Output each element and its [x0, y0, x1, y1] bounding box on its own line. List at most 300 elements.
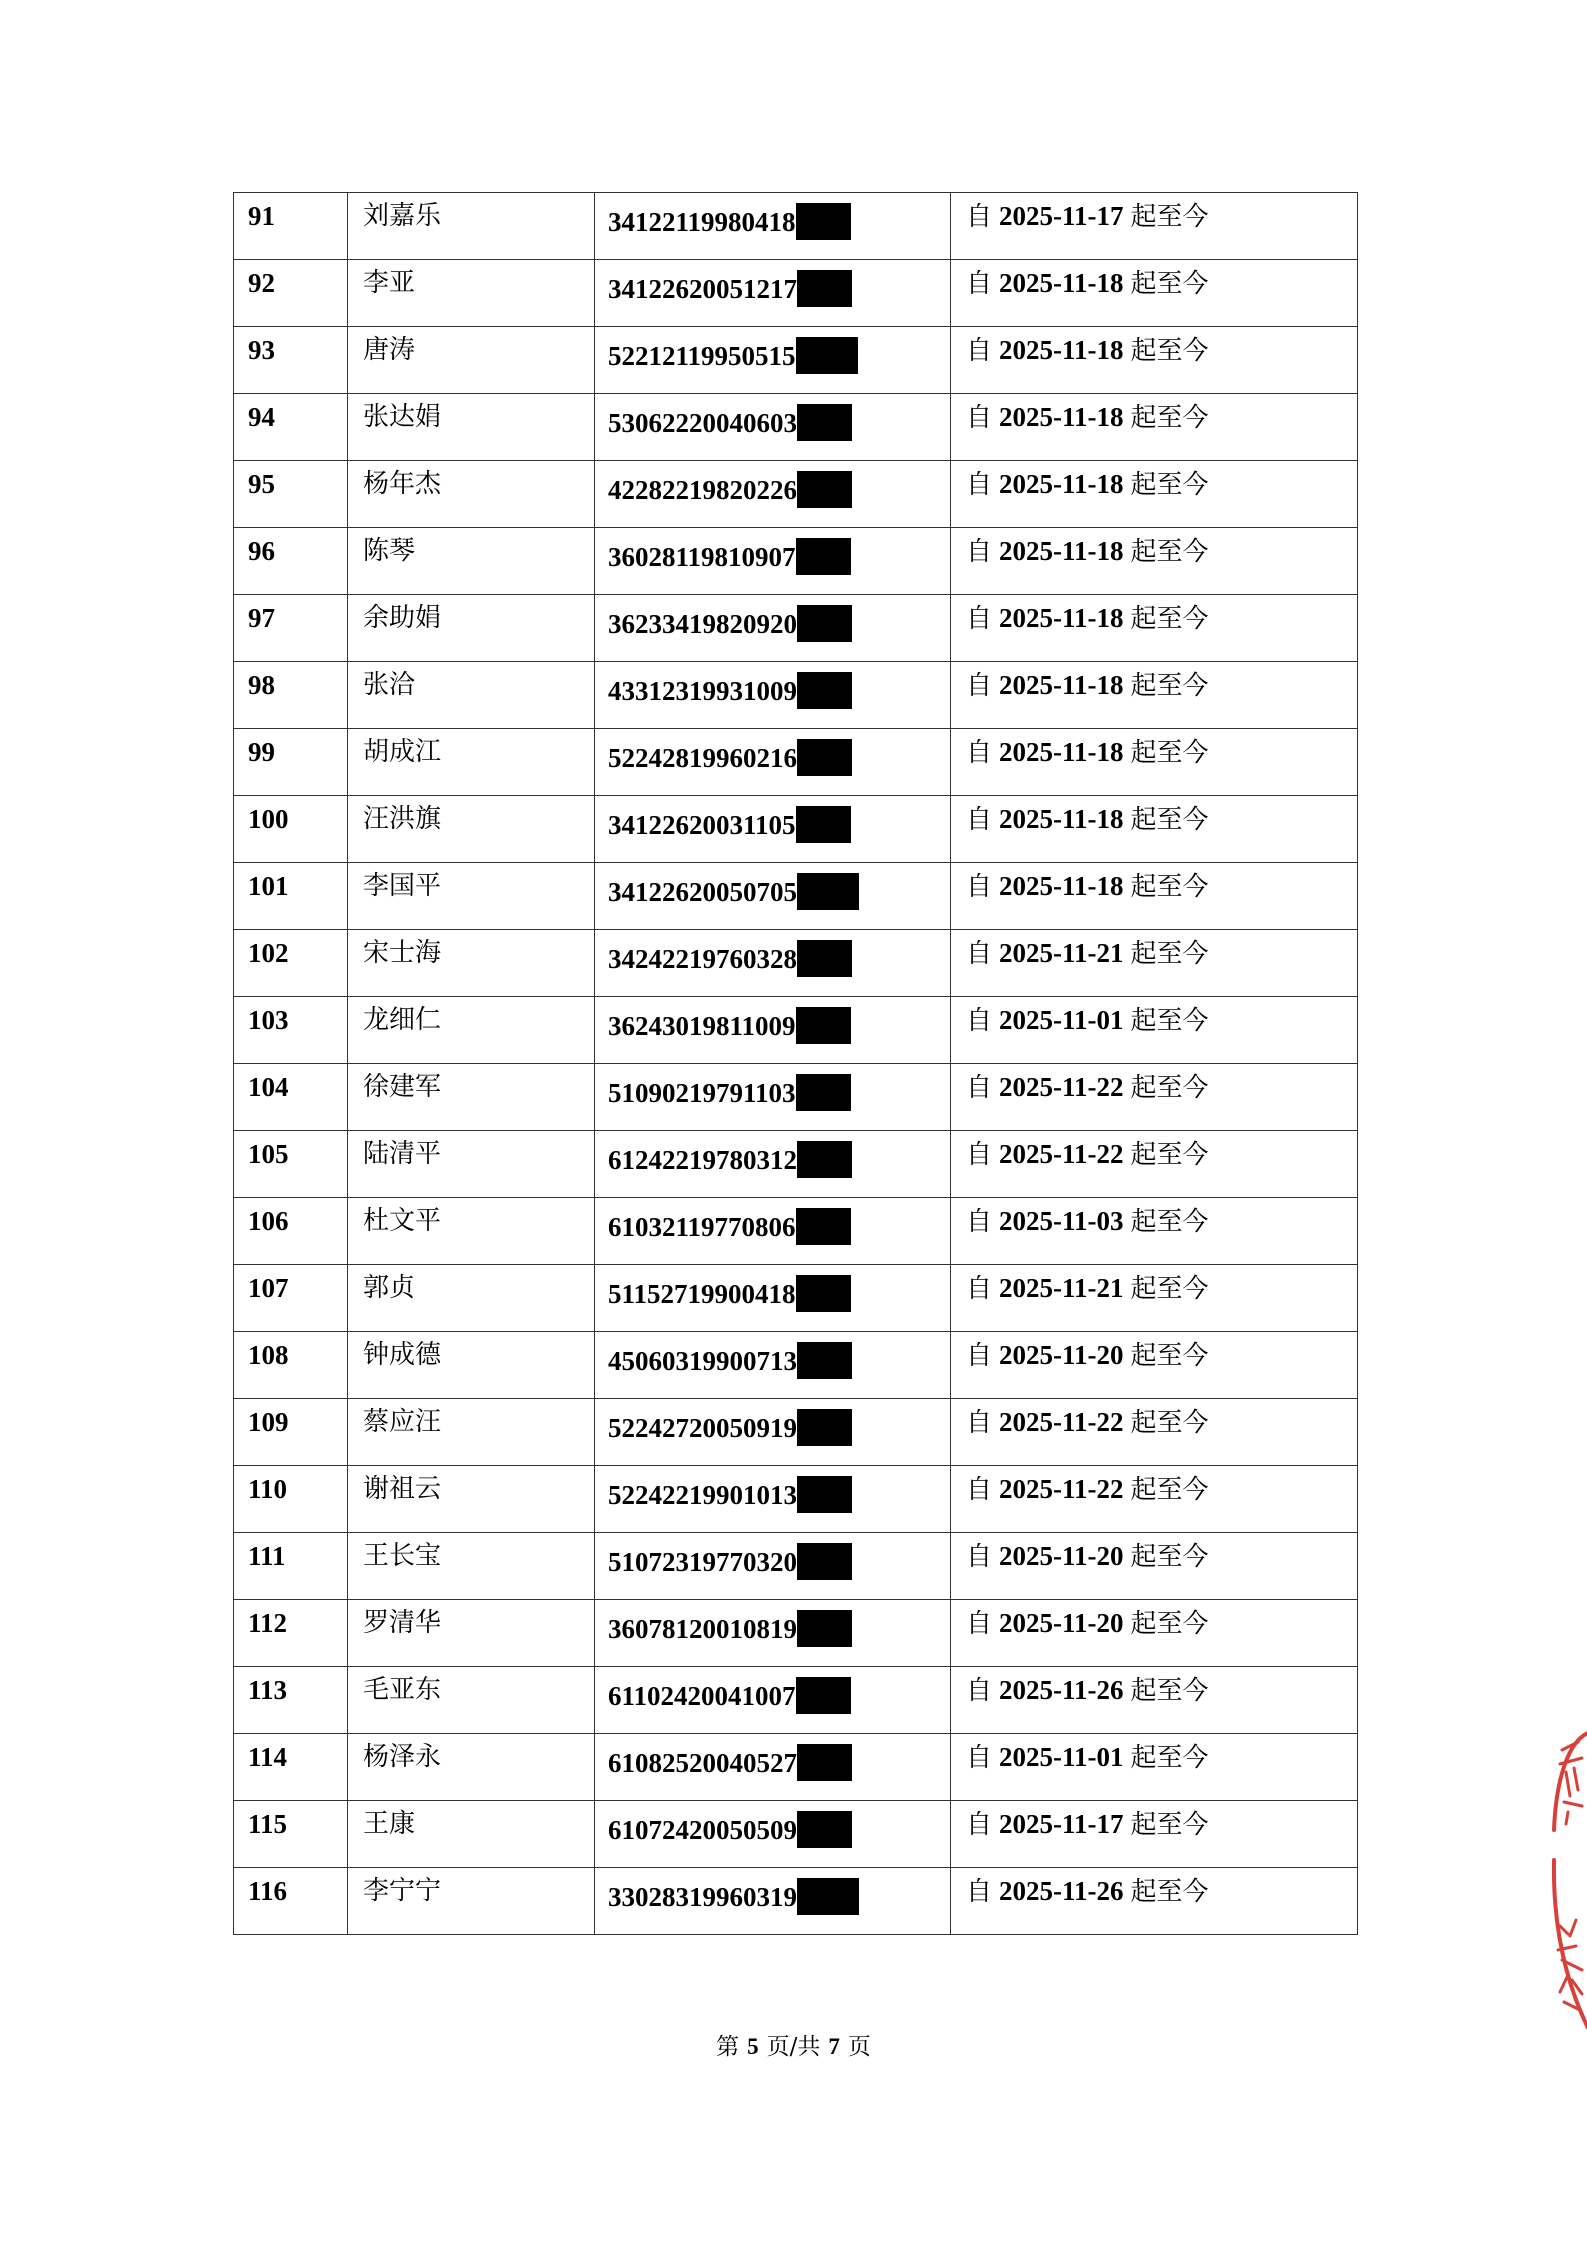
cell-name	[348, 327, 595, 394]
cell-id-number	[595, 1533, 951, 1600]
cell-name	[348, 1801, 595, 1868]
row-number: 111	[248, 1541, 286, 1571]
date-prefix: 自	[966, 1207, 993, 1237]
cell-name	[348, 796, 595, 863]
row-number: 102	[248, 938, 289, 968]
cell-date	[951, 729, 1358, 796]
cell-date	[951, 1131, 1358, 1198]
table-row	[234, 729, 1358, 796]
id-number: 34122119980418	[608, 207, 796, 237]
table-row	[234, 327, 1358, 394]
person-name: 罗清华	[363, 1608, 442, 1638]
redaction-box	[797, 1141, 852, 1178]
cell-date	[951, 796, 1358, 863]
date-prefix: 自	[966, 1140, 993, 1170]
person-name: 钟成德	[363, 1340, 442, 1370]
cell-id-number	[595, 260, 951, 327]
cell-number	[234, 930, 348, 997]
date-suffix: 起至今	[1130, 1006, 1209, 1036]
cell-name	[348, 193, 595, 260]
cell-name	[348, 729, 595, 796]
cell-number	[234, 1265, 348, 1332]
cell-number	[234, 1734, 348, 1801]
start-date: 2025-11-22	[999, 1474, 1124, 1504]
cell-date	[951, 863, 1358, 930]
row-number: 96	[248, 536, 275, 566]
person-name: 谢祖云	[363, 1474, 442, 1504]
date-suffix: 起至今	[1130, 537, 1209, 567]
id-number: 61082520040527	[608, 1748, 797, 1778]
row-number: 103	[248, 1005, 289, 1035]
redaction-box	[797, 1342, 852, 1379]
redaction-box	[796, 1074, 851, 1111]
cell-id-number	[595, 327, 951, 394]
row-number: 105	[248, 1139, 289, 1169]
id-number: 33028319960319	[608, 1882, 797, 1912]
red-seal-stamp	[1548, 1720, 1587, 2040]
cell-name	[348, 595, 595, 662]
date-prefix: 自	[966, 738, 993, 768]
cell-number	[234, 461, 348, 528]
redaction-box	[797, 1476, 852, 1513]
date-suffix: 起至今	[1130, 1676, 1209, 1706]
person-name: 宋士海	[363, 938, 442, 968]
redaction-box	[796, 203, 851, 240]
table-row	[234, 193, 1358, 260]
cell-number	[234, 1332, 348, 1399]
person-name: 陈琴	[363, 536, 416, 566]
cell-id-number	[595, 863, 951, 930]
redaction-box	[796, 538, 851, 575]
cell-date	[951, 327, 1358, 394]
date-suffix: 起至今	[1130, 1810, 1209, 1840]
row-number: 92	[248, 268, 275, 298]
cell-id-number	[595, 662, 951, 729]
date-suffix: 起至今	[1130, 269, 1209, 299]
table-row	[234, 260, 1358, 327]
redaction-box	[797, 404, 852, 441]
date-suffix: 起至今	[1130, 1073, 1209, 1103]
date-suffix: 起至今	[1130, 1140, 1209, 1170]
id-number: 52242219901013	[608, 1480, 797, 1510]
date-suffix: 起至今	[1130, 1542, 1209, 1572]
redaction-box	[796, 1275, 851, 1312]
cell-name	[348, 997, 595, 1064]
redaction-box	[796, 1007, 851, 1044]
cell-name	[348, 1667, 595, 1734]
cell-id-number	[595, 729, 951, 796]
id-number: 43312319931009	[608, 676, 797, 706]
redaction-box	[797, 1543, 852, 1580]
date-prefix: 自	[966, 604, 993, 634]
id-number: 52242819960216	[608, 743, 797, 773]
start-date: 2025-11-20	[999, 1608, 1124, 1638]
person-name: 龙细仁	[363, 1005, 442, 1035]
cell-date	[951, 1399, 1358, 1466]
start-date: 2025-11-26	[999, 1876, 1124, 1906]
start-date: 2025-11-18	[999, 670, 1124, 700]
redaction-box	[797, 672, 852, 709]
row-number: 113	[248, 1675, 288, 1705]
date-prefix: 自	[966, 470, 993, 500]
date-prefix: 自	[966, 1408, 993, 1438]
id-number: 61032119770806	[608, 1212, 796, 1242]
cell-date	[951, 930, 1358, 997]
cell-date	[951, 1265, 1358, 1332]
redaction-box	[796, 1677, 851, 1714]
cell-name	[348, 1399, 595, 1466]
table-row	[234, 1801, 1358, 1868]
cell-date	[951, 1801, 1358, 1868]
redaction-box	[797, 1610, 852, 1647]
start-date: 2025-11-18	[999, 268, 1124, 298]
table-row	[234, 461, 1358, 528]
cell-date	[951, 260, 1358, 327]
table-row	[234, 394, 1358, 461]
date-suffix: 起至今	[1130, 805, 1209, 835]
start-date: 2025-11-17	[999, 201, 1124, 231]
start-date: 2025-11-18	[999, 603, 1124, 633]
start-date: 2025-11-18	[999, 469, 1124, 499]
id-number: 51152719900418	[608, 1279, 796, 1309]
table-row	[234, 1600, 1358, 1667]
row-number: 91	[248, 201, 275, 231]
redaction-box	[796, 806, 851, 843]
redaction-box	[797, 1878, 859, 1915]
row-number: 95	[248, 469, 275, 499]
footer-current-page: 5	[747, 2034, 759, 2059]
cell-date	[951, 1533, 1358, 1600]
date-prefix: 自	[966, 1810, 993, 1840]
id-number: 51090219791103	[608, 1078, 796, 1108]
person-name: 陆清平	[363, 1139, 442, 1169]
cell-number	[234, 1801, 348, 1868]
cell-date	[951, 1332, 1358, 1399]
date-prefix: 自	[966, 671, 993, 701]
date-suffix: 起至今	[1130, 403, 1209, 433]
cell-id-number	[595, 1868, 951, 1935]
cell-id-number	[595, 1265, 951, 1332]
cell-number	[234, 1399, 348, 1466]
start-date: 2025-11-22	[999, 1072, 1124, 1102]
cell-date	[951, 1600, 1358, 1667]
date-prefix: 自	[966, 1475, 993, 1505]
cell-name	[348, 260, 595, 327]
cell-id-number	[595, 595, 951, 662]
table-row	[234, 1332, 1358, 1399]
cell-id-number	[595, 1198, 951, 1265]
cell-date	[951, 595, 1358, 662]
table-row	[234, 1064, 1358, 1131]
id-number: 34242219760328	[608, 944, 797, 974]
cell-id-number	[595, 528, 951, 595]
redaction-box	[797, 270, 852, 307]
table-row	[234, 528, 1358, 595]
table-row	[234, 1399, 1358, 1466]
person-name: 胡成江	[363, 737, 442, 767]
person-name: 李宁宁	[363, 1876, 442, 1906]
footer-prefix: 第	[716, 2034, 740, 2060]
cell-id-number	[595, 1600, 951, 1667]
row-number: 114	[248, 1742, 288, 1772]
cell-number	[234, 1064, 348, 1131]
cell-name	[348, 1064, 595, 1131]
start-date: 2025-11-01	[999, 1005, 1124, 1035]
start-date: 2025-11-01	[999, 1742, 1124, 1772]
redaction-box	[797, 1744, 852, 1781]
cell-name	[348, 1131, 595, 1198]
date-prefix: 自	[966, 1341, 993, 1371]
start-date: 2025-11-18	[999, 737, 1124, 767]
cell-id-number	[595, 1801, 951, 1868]
id-number: 36028119810907	[608, 542, 796, 572]
cell-number	[234, 662, 348, 729]
date-suffix: 起至今	[1130, 1743, 1209, 1773]
cell-name	[348, 930, 595, 997]
cell-date	[951, 1667, 1358, 1734]
id-number: 36233419820920	[608, 609, 797, 639]
start-date: 2025-11-17	[999, 1809, 1124, 1839]
start-date: 2025-11-20	[999, 1340, 1124, 1370]
date-prefix: 自	[966, 1609, 993, 1639]
cell-name	[348, 1868, 595, 1935]
id-number: 61242219780312	[608, 1145, 797, 1175]
person-name: 王康	[363, 1809, 416, 1839]
start-date: 2025-11-22	[999, 1139, 1124, 1169]
cell-name	[348, 1533, 595, 1600]
cell-date	[951, 1064, 1358, 1131]
table-row	[234, 1667, 1358, 1734]
cell-date	[951, 1734, 1358, 1801]
date-suffix: 起至今	[1130, 336, 1209, 366]
id-number: 42282219820226	[608, 475, 797, 505]
redaction-box	[796, 337, 858, 374]
cell-number	[234, 1131, 348, 1198]
cell-number	[234, 193, 348, 260]
cell-date	[951, 997, 1358, 1064]
cell-number	[234, 1868, 348, 1935]
date-prefix: 自	[966, 403, 993, 433]
cell-id-number	[595, 1667, 951, 1734]
cell-id-number	[595, 997, 951, 1064]
row-number: 97	[248, 603, 275, 633]
cell-number	[234, 327, 348, 394]
redaction-box	[797, 605, 852, 642]
cell-name	[348, 662, 595, 729]
cell-number	[234, 863, 348, 930]
cell-name	[348, 1332, 595, 1399]
cell-name	[348, 863, 595, 930]
cell-date	[951, 662, 1358, 729]
cell-number	[234, 729, 348, 796]
person-name: 蔡应汪	[363, 1407, 442, 1437]
date-prefix: 自	[966, 202, 993, 232]
table-row	[234, 662, 1358, 729]
roster-table-body	[234, 193, 1358, 1935]
cell-id-number	[595, 193, 951, 260]
table-row	[234, 595, 1358, 662]
row-number: 109	[248, 1407, 289, 1437]
cell-name	[348, 394, 595, 461]
person-name: 张达娟	[363, 402, 442, 432]
cell-number	[234, 394, 348, 461]
person-name: 王长宝	[363, 1541, 442, 1571]
table-row	[234, 1533, 1358, 1600]
person-name: 徐建军	[363, 1072, 442, 1102]
id-number: 36078120010819	[608, 1614, 797, 1644]
redaction-box	[797, 471, 852, 508]
row-number: 99	[248, 737, 275, 767]
cell-date	[951, 1868, 1358, 1935]
start-date: 2025-11-18	[999, 536, 1124, 566]
cell-number	[234, 1600, 348, 1667]
footer-total-pages: 7	[828, 2034, 840, 2059]
date-prefix: 自	[966, 1877, 993, 1907]
row-number: 101	[248, 871, 289, 901]
date-suffix: 起至今	[1130, 738, 1209, 768]
start-date: 2025-11-26	[999, 1675, 1124, 1705]
table-row	[234, 1265, 1358, 1332]
redaction-box	[797, 873, 859, 910]
date-prefix: 自	[966, 1274, 993, 1304]
cell-id-number	[595, 1332, 951, 1399]
cell-date	[951, 461, 1358, 528]
id-number: 53062220040603	[608, 408, 797, 438]
cell-number	[234, 1466, 348, 1533]
id-number: 36243019811009	[608, 1011, 796, 1041]
start-date: 2025-11-21	[999, 938, 1124, 968]
date-suffix: 起至今	[1130, 470, 1209, 500]
date-prefix: 自	[966, 1676, 993, 1706]
id-number: 52242720050919	[608, 1413, 797, 1443]
table-row	[234, 796, 1358, 863]
date-prefix: 自	[966, 1542, 993, 1572]
date-suffix: 起至今	[1130, 1877, 1209, 1907]
cell-name	[348, 1466, 595, 1533]
row-number: 93	[248, 335, 275, 365]
date-prefix: 自	[966, 537, 993, 567]
row-number: 115	[248, 1809, 288, 1839]
date-suffix: 起至今	[1130, 1207, 1209, 1237]
person-name: 杨年杰	[363, 469, 442, 499]
start-date: 2025-11-22	[999, 1407, 1124, 1437]
cell-number	[234, 260, 348, 327]
row-number: 104	[248, 1072, 289, 1102]
cell-id-number	[595, 1131, 951, 1198]
roster-table	[233, 192, 1358, 1935]
cell-number	[234, 997, 348, 1064]
start-date: 2025-11-18	[999, 335, 1124, 365]
id-number: 34122620051217	[608, 274, 797, 304]
person-name: 汪洪旗	[363, 804, 442, 834]
date-prefix: 自	[966, 805, 993, 835]
row-number: 116	[248, 1876, 288, 1906]
cell-number	[234, 595, 348, 662]
date-suffix: 起至今	[1130, 202, 1209, 232]
person-name: 李亚	[363, 268, 416, 298]
cell-id-number	[595, 1064, 951, 1131]
start-date: 2025-11-18	[999, 402, 1124, 432]
date-prefix: 自	[966, 1073, 993, 1103]
footer-suffix: 页	[847, 2034, 871, 2060]
cell-name	[348, 1198, 595, 1265]
date-suffix: 起至今	[1130, 1609, 1209, 1639]
redaction-box	[796, 1208, 851, 1245]
date-suffix: 起至今	[1130, 1475, 1209, 1505]
cell-id-number	[595, 1399, 951, 1466]
person-name: 唐涛	[363, 335, 416, 365]
date-suffix: 起至今	[1130, 939, 1209, 969]
redaction-box	[797, 1811, 852, 1848]
table-row	[234, 863, 1358, 930]
person-name: 李国平	[363, 871, 442, 901]
id-number: 45060319900713	[608, 1346, 797, 1376]
row-number: 100	[248, 804, 289, 834]
row-number: 110	[248, 1474, 288, 1504]
cell-date	[951, 1466, 1358, 1533]
cell-name	[348, 1265, 595, 1332]
date-prefix: 自	[966, 939, 993, 969]
start-date: 2025-11-03	[999, 1206, 1124, 1236]
id-number: 51072319770320	[608, 1547, 797, 1577]
row-number: 107	[248, 1273, 289, 1303]
start-date: 2025-11-21	[999, 1273, 1124, 1303]
table-row	[234, 1734, 1358, 1801]
row-number: 94	[248, 402, 275, 432]
id-number: 52212119950515	[608, 341, 796, 371]
cell-id-number	[595, 1734, 951, 1801]
cell-number	[234, 1198, 348, 1265]
cell-date	[951, 528, 1358, 595]
start-date: 2025-11-18	[999, 804, 1124, 834]
person-name: 郭贞	[363, 1273, 416, 1303]
date-prefix: 自	[966, 1743, 993, 1773]
cell-date	[951, 1198, 1358, 1265]
table-row	[234, 1466, 1358, 1533]
row-number: 106	[248, 1206, 289, 1236]
id-number: 61102420041007	[608, 1681, 796, 1711]
date-prefix: 自	[966, 872, 993, 902]
cell-id-number	[595, 394, 951, 461]
row-number: 108	[248, 1340, 289, 1370]
cell-id-number	[595, 1466, 951, 1533]
date-suffix: 起至今	[1130, 604, 1209, 634]
person-name: 余助娟	[363, 603, 442, 633]
row-number: 112	[248, 1608, 288, 1638]
footer-middle: 页/共	[766, 2034, 821, 2060]
date-suffix: 起至今	[1130, 1408, 1209, 1438]
page-footer	[0, 2028, 1587, 2061]
cell-date	[951, 193, 1358, 260]
date-suffix: 起至今	[1130, 1274, 1209, 1304]
redaction-box	[797, 1409, 852, 1446]
date-prefix: 自	[966, 269, 993, 299]
cell-number	[234, 1533, 348, 1600]
id-number: 34122620031105	[608, 810, 796, 840]
cell-number	[234, 1667, 348, 1734]
redaction-box	[797, 739, 852, 776]
cell-number	[234, 796, 348, 863]
table-row	[234, 930, 1358, 997]
date-prefix: 自	[966, 336, 993, 366]
date-suffix: 起至今	[1130, 671, 1209, 701]
date-suffix: 起至今	[1130, 1341, 1209, 1371]
row-number: 98	[248, 670, 275, 700]
cell-id-number	[595, 796, 951, 863]
redaction-box	[797, 940, 852, 977]
person-name: 杜文平	[363, 1206, 442, 1236]
start-date: 2025-11-18	[999, 871, 1124, 901]
